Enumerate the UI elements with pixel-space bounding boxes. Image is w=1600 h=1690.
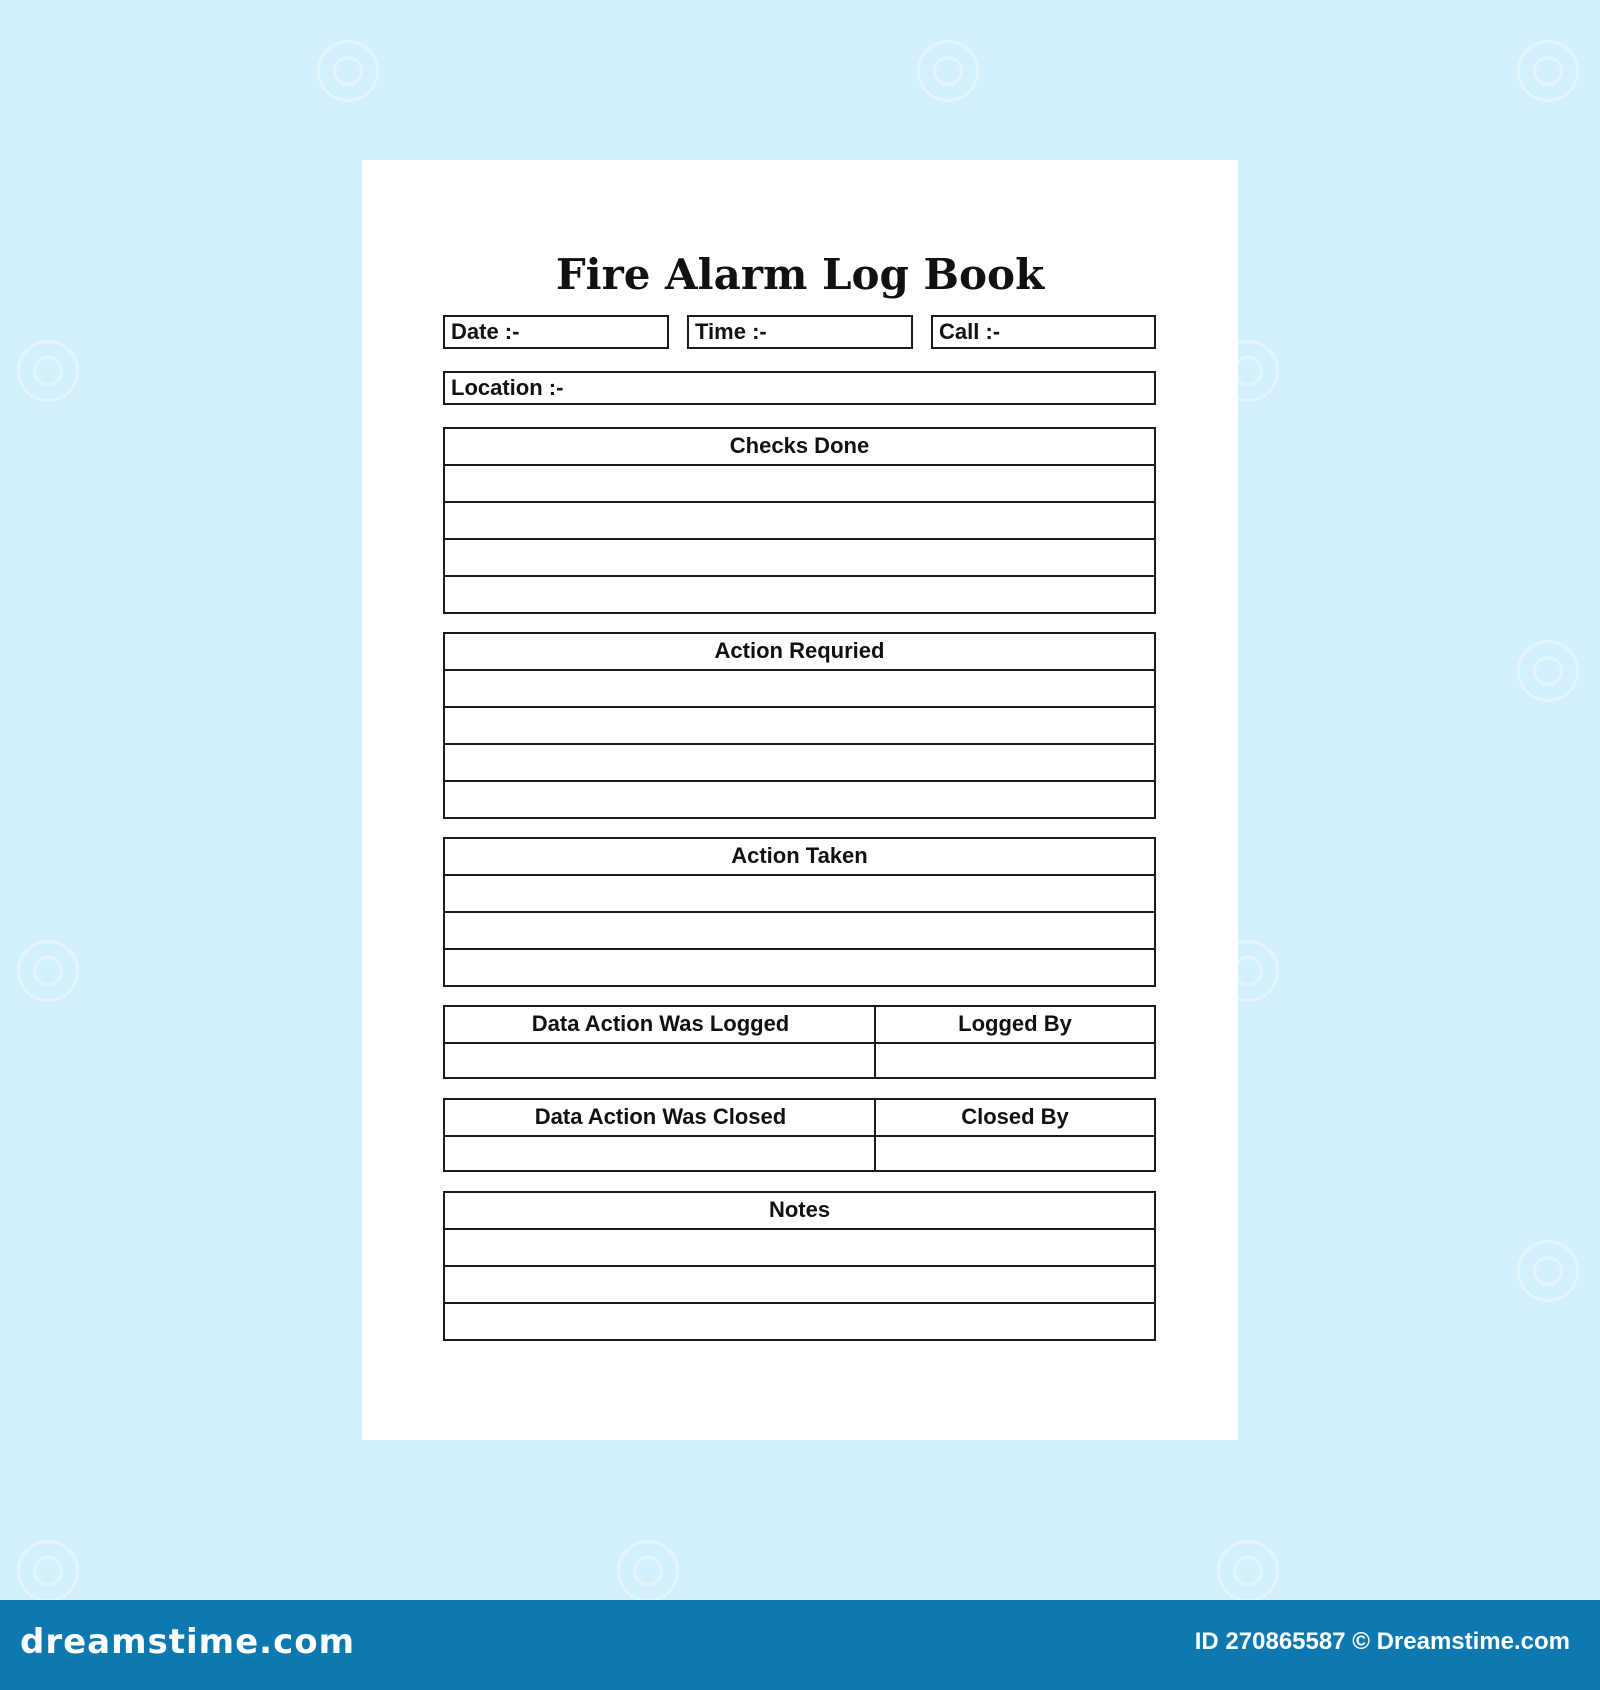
watermark-icon	[13, 1536, 83, 1606]
table-row[interactable]	[445, 743, 1154, 780]
table-row[interactable]	[445, 706, 1154, 743]
table-row[interactable]	[445, 538, 1154, 575]
watermark-icon	[613, 1536, 683, 1606]
table-row[interactable]	[445, 501, 1154, 538]
date-field[interactable]	[443, 315, 669, 349]
watermark-icon	[1513, 1236, 1583, 1306]
action-taken-table	[443, 837, 1156, 987]
watermark-icon	[13, 936, 83, 1006]
table-row[interactable]	[445, 780, 1154, 817]
image-id: ID 270865587 © Dreamstime.com	[1194, 1628, 1570, 1655]
call-field[interactable]	[931, 315, 1156, 349]
table-row[interactable]	[445, 575, 1154, 612]
location-label: Location :-	[451, 375, 564, 400]
closed-by-heading: Closed By	[961, 1104, 1069, 1129]
action-taken-heading: Action Taken	[731, 843, 868, 868]
watermark-icon	[1213, 1536, 1283, 1606]
footer-bar	[0, 1600, 1600, 1690]
table-row[interactable]	[445, 464, 1154, 501]
table-row[interactable]	[445, 1265, 1154, 1302]
log-sheet	[362, 160, 1238, 1440]
table-row[interactable]	[445, 669, 1154, 706]
notes-heading: Notes	[768, 1197, 831, 1222]
logged-by-heading: Logged By	[958, 1011, 1072, 1036]
time-label: Time :-	[695, 319, 767, 344]
checks-done-heading: Checks Done	[729, 433, 870, 458]
brand-logo: dreamstime.com	[20, 1622, 356, 1662]
closed-table	[443, 1098, 1156, 1172]
table-row[interactable]	[445, 911, 1154, 948]
watermark-icon	[13, 336, 83, 406]
page-title: Fire Alarm Log Book	[555, 250, 1045, 299]
logged-table	[443, 1005, 1156, 1079]
checks-done-table	[443, 427, 1156, 614]
watermark-icon	[1513, 636, 1583, 706]
action-required-table	[443, 632, 1156, 819]
table-row[interactable]	[445, 948, 1154, 985]
call-label: Call :-	[939, 319, 1001, 344]
notes-table	[443, 1191, 1156, 1341]
watermark-icon	[913, 36, 983, 106]
table-row[interactable]	[445, 874, 1154, 911]
date-closed-heading: Data Action Was Closed	[534, 1104, 787, 1129]
location-field[interactable]	[443, 371, 1156, 405]
time-field[interactable]	[687, 315, 913, 349]
table-row[interactable]	[445, 1302, 1154, 1339]
action-required-heading: Action Requried	[714, 638, 885, 663]
watermark-icon	[313, 36, 383, 106]
date-label: Date :-	[451, 319, 520, 344]
table-row[interactable]	[445, 1228, 1154, 1265]
watermark-icon	[1513, 36, 1583, 106]
date-logged-heading: Data Action Was Logged	[531, 1011, 790, 1036]
